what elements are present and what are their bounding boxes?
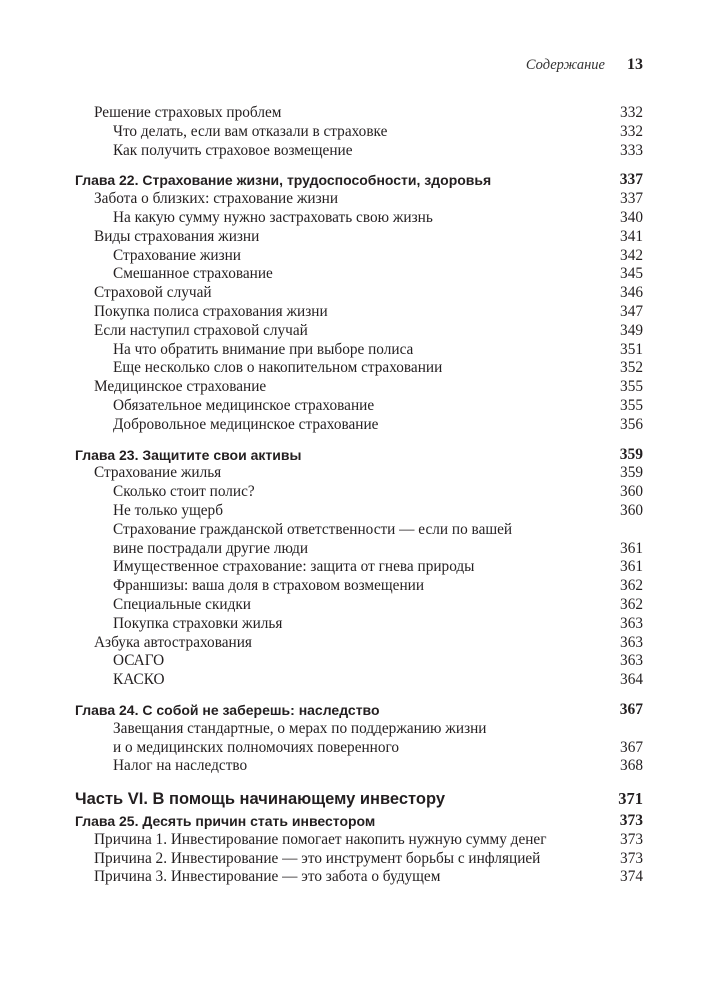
toc-entry[interactable]: и о медицинских полномочиях поверенного 367 <box>113 738 643 756</box>
toc-entry-line1[interactable]: Страхование гражданской ответственности — если по вашей <box>113 520 513 538</box>
table-of-contents <box>75 104 643 887</box>
toc-entry-line1[interactable]: Завещания стандартные, о мерах по поддержанию жизни <box>113 719 487 737</box>
toc-entry[interactable]: Покупка полиса страхования жизни 347 <box>94 302 643 320</box>
toc-entry[interactable]: Страхование жилья 359 <box>94 464 643 482</box>
toc-entry[interactable]: На какую сумму нужно застраховать свою жизнь 340 <box>113 208 643 226</box>
page-number: 13 <box>627 56 643 73</box>
toc-entry[interactable]: Медицинское страхование 355 <box>94 378 643 396</box>
toc-entry[interactable]: Решение страховых проблем 332 <box>94 104 643 121</box>
toc-entry[interactable]: Специальные скидки 362 <box>113 595 643 613</box>
toc-entry[interactable]: На что обратить внимание при выборе полиса 351 <box>113 340 643 358</box>
toc-entry[interactable]: Причина 2. Инвестирование — это инструмент борьбы с инфляцией 373 <box>94 849 643 867</box>
part-heading-6[interactable]: Часть VI. В помощь начинающему инвестору 371 <box>75 789 643 809</box>
toc-entry[interactable]: КАСКО 364 <box>113 671 643 689</box>
toc-entry[interactable]: Сколько стоит полис? 360 <box>113 483 643 501</box>
running-header <box>75 56 643 74</box>
chapter-heading-23[interactable]: Глава 23. Защитите свои активы 359 <box>75 445 643 463</box>
toc-entry[interactable]: Азбука автострахования 363 <box>94 633 643 651</box>
chapter-heading-25[interactable]: Глава 25. Десять причин стать инвестором 373 <box>75 812 643 830</box>
toc-entry[interactable]: Забота о близких: страхование жизни 337 <box>94 190 643 208</box>
toc-entry[interactable]: Франшизы: ваша доля в страховом возмещении 362 <box>113 577 643 595</box>
toc-entry[interactable]: Если наступил страховой случай 349 <box>94 321 643 339</box>
toc-entry[interactable]: Как получить страховое возмещение 333 <box>113 141 643 159</box>
toc-entry[interactable]: Смешанное страхование 345 <box>113 265 643 283</box>
toc-entry[interactable]: Страховой случай 346 <box>94 284 643 302</box>
toc-entry[interactable]: Не только ущерб 360 <box>113 501 643 519</box>
toc-entry[interactable]: Причина 3. Инвестирование — это забота о будущем 374 <box>94 868 643 886</box>
toc-entry[interactable]: ОСАГО 363 <box>113 652 643 670</box>
toc-entry[interactable]: Страхование жизни 342 <box>113 246 643 264</box>
toc-entry[interactable]: вине пострадали другие люди 361 <box>113 539 643 557</box>
section-title: Содержание <box>525 57 605 73</box>
chapter-heading-22[interactable]: Глава 22. Страхование жизни, трудоспособности, здоровья 337 <box>75 171 643 189</box>
toc-entry[interactable]: Добровольное медицинское страхование 356 <box>113 415 643 433</box>
toc-entry[interactable]: Обязательное медицинское страхование 355 <box>113 396 643 414</box>
toc-entry[interactable]: Виды страхования жизни 341 <box>94 227 643 245</box>
chapter-heading-24[interactable]: Глава 24. С собой не заберешь: наследство 367 <box>75 700 643 718</box>
toc-entry[interactable]: Причина 1. Инвестирование помогает накопить нужную сумму денег 373 <box>94 830 643 848</box>
toc-entry[interactable]: Налог на наследство 368 <box>113 757 643 775</box>
toc-entry[interactable]: Еще несколько слов о накопительном страховании 352 <box>113 359 643 377</box>
toc-entry[interactable]: Что делать, если вам отказали в страховке 332 <box>113 122 643 140</box>
toc-entry[interactable]: Покупка страховки жилья 363 <box>113 614 643 632</box>
toc-entry[interactable]: Имущественное страхование: защита от гнева природы 361 <box>113 558 643 576</box>
